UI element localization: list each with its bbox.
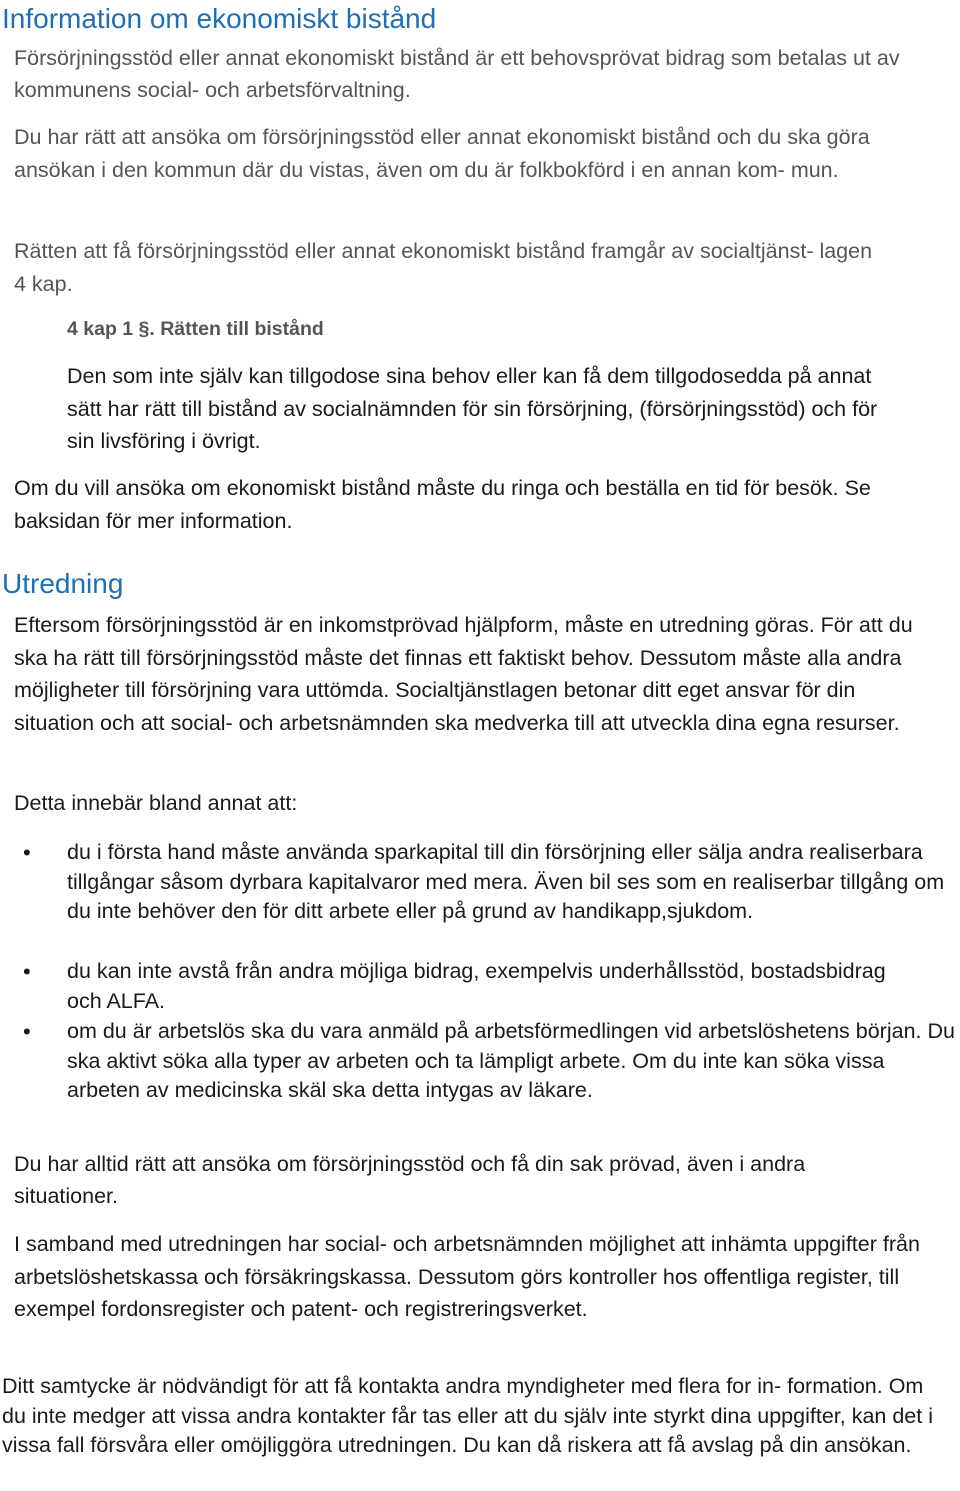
bullet-marker: • [23, 1019, 31, 1044]
law-text: Den som inte själv kan tillgodose sina behov eller kan få dem tillgodosedda på annat sätt har rätt till bistånd av socialnämnden för sin försörjning, (försörjningsstöd) och för sin livsföring i övrigt. [67, 364, 878, 453]
paragraph-info-4: Om du vill ansöka om ekonomiskt bistånd måste du ringa och beställa en tid för besök. Se baksidan för mer information. [14, 476, 871, 533]
heading-information: Information om ekonomiskt bistånd [2, 3, 437, 34]
paragraph-utredning-3: I samband med utredningen har social- och arbetsnämnden möjlighet att inhämta uppgifter från arbetslöshetskassa och försäkringskassa. Dessutom görs kontroller hos offentliga register, till exempel fordonsregister och patent- och registreringsverket. [14, 1232, 920, 1321]
heading-utredning: Utredning [2, 568, 124, 599]
list-intro: Detta innebär bland annat att: [14, 791, 298, 815]
list-item: om du är arbetslös ska du vara anmäld på arbetsförmedlingen vid arbetslöshetens början. Du ska aktivt söka alla typer av arbeten och ta lämpligt arbete. Om du inte kan söka vissa arbeten av medicinska skäl ska detta intygas av läkare. [67, 1019, 955, 1102]
paragraph-utredning-2: Du har alltid rätt att ansöka om försörjningsstöd och få din sak prövad, även i andra situationer. [14, 1152, 806, 1208]
law-heading: 4 kap 1 §. Rätten till bistånd [67, 318, 324, 340]
bullet-marker: • [23, 840, 31, 865]
bullet-marker: • [23, 959, 31, 984]
paragraph-info-2: Du har rätt att ansöka om försörjningsstöd eller annat ekonomiskt bistånd och du ska göra ansökan i den kommun där du vistas, även om du är folkbokförd i en annan kom- mun. [14, 125, 870, 182]
list-item: du i första hand måste använda sparkapital till din försörjning eller sälja andra realiserbara tillgångar såsom dyrbara kapitalvaror med mera. Även bil ses som en realiserbar tillgång om du inte behöver den för ditt arbete eller på grund av handikapp,sjukdom. [67, 840, 945, 923]
paragraph-info-1: Försörjningsstöd eller annat ekonomiskt bistånd är ett behovsprövat bidrag som betalas ut av kommunens social- och arbetsförvaltning. [14, 46, 900, 102]
paragraph-info-3: Rätten att få försörjningsstöd eller annat ekonomiskt bistånd framgår av socialtjänst- lagen 4 kap. [14, 239, 873, 296]
paragraph-utredning-4: Ditt samtycke är nödvändigt för att få kontakta andra myndigheter med flera for in- formation. Om du inte medger att vissa andra kontakter får tas eller att du själv inte styrkt dina uppgifter, kan det i vissa fall försvåra eller omöjliggöra utredningen. Du kan då riskera att få avslag på din ansökan. [2, 1374, 933, 1457]
paragraph-utredning-1: Eftersom försörjningsstöd är en inkomstprövad hjälpform, måste en utredning göras. För att du ska ha rätt till försörjningsstöd måste det finnas ett faktiskt behov. Dessutom måste alla andra möjligheter till försörjning vara uttömda. Socialtjänstlagen betonar ditt eget ansvar för din situation och att social- och arbetsnämnden ska medverka till att utveckla dina egna resurser. [14, 613, 913, 735]
list-item: du kan inte avstå från andra möjliga bidrag, exempelvis underhållsstöd, bostadsbidrag och ALFA. [67, 959, 886, 1013]
